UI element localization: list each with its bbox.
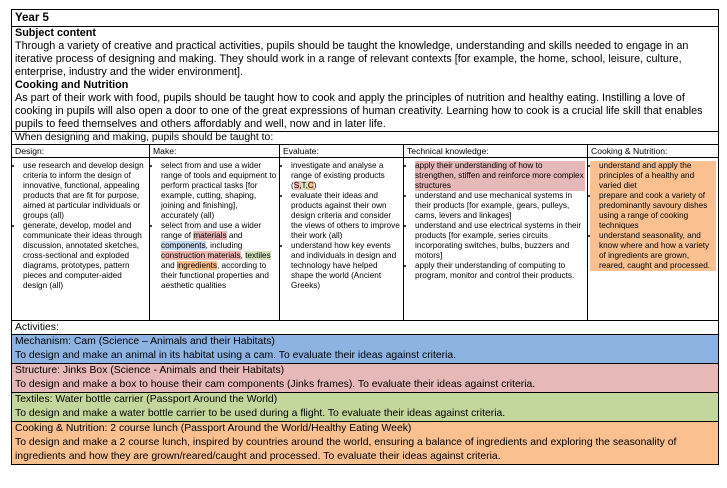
cooking-title: Cooking & Nutrition: (588, 145, 718, 158)
activity-desc: To design and make an animal in its habitat using a cam. To evaluate their ideas against criteria. (15, 350, 457, 361)
make-text: , according to their functional properties and aesthetic qualities (161, 261, 269, 290)
design-column (12, 145, 150, 321)
year-title: Year 5 (12, 10, 719, 27)
design-title: Design: (12, 145, 149, 158)
activities-label: Activities: (12, 321, 719, 335)
activity-title: Mechanism: Cam (Science – Animals and their Habitats) (15, 336, 275, 347)
technical-item: • understand and use electrical systems in their products [for example, series circuits incorporating switches, bulbs, buzzers and motors] (415, 221, 585, 261)
year5-dt-table (11, 9, 719, 465)
make-item: • select from and use a wider range of tools and equipment to perform practical tasks [for example, cutting, shaping, joining and finishing], accurately (all) (161, 161, 277, 221)
technical-item-structures: • apply their understanding of how to strengthen, stiffen and reinforce more complex structures (415, 161, 585, 191)
make-column (150, 145, 280, 321)
when-designing-text: When designing and making, pupils should be taught to: (12, 132, 719, 145)
technical-item: • understand and use mechanical systems in their products [for example, gears, pulleys, cams, levers and linkages] (415, 191, 585, 221)
highlight-t: T (301, 181, 306, 190)
highlight-materials: materials (193, 231, 227, 240)
highlight-c: C (307, 181, 314, 190)
make-item (161, 221, 277, 291)
cooking-item: • understand and apply the principles of a healthy and varied diet (599, 161, 716, 191)
evaluate-title: Evaluate: (280, 145, 403, 158)
cooking-nutrition-heading: Cooking and Nutrition (15, 79, 129, 91)
make-text: and (161, 261, 177, 270)
activity-title: Structure: Jinks Box (Science - Animals and their Habitats) (15, 365, 285, 376)
cooking-list (590, 161, 716, 271)
activity-desc: To design and make a box to house their cam components (Jinks frames). To evaluate their ideas against criteria. (15, 379, 536, 390)
cooking-column (588, 145, 719, 321)
subject-content-heading: Subject content (15, 27, 96, 39)
design-list (14, 161, 147, 291)
make-text: , including (205, 241, 243, 250)
make-title: Make: (150, 145, 279, 158)
subject-content-text: Through a variety of creative and practical activities, pupils should be taught the knowledge, understanding and skills needed to engage in an iterative process of designing and making. They should work in a range of relevant contexts [for example, the home, school, leisure, culture, enterprise, industry and the wider environment]. (15, 40, 689, 78)
activity-title: Cooking & Nutrition: 2 course lunch (Passport Around the World/Healthy Eating Week) (15, 423, 412, 434)
cooking-item: • understand seasonality, and know where and how a variety of ingredients are grown, reared, caught and processed. (599, 231, 716, 271)
evaluate-item (291, 161, 401, 191)
activity-textiles (12, 393, 719, 422)
subject-content-cell (12, 27, 719, 132)
comma: , (305, 181, 308, 190)
curriculum-document (11, 9, 718, 465)
activity-mechanism (12, 335, 719, 364)
activity-cooking (12, 422, 719, 465)
evaluate-column (280, 145, 404, 321)
cooking-item: • prepare and cook a variety of predominantly savoury dishes using a range of cooking techniques (599, 191, 716, 231)
evaluate-list (282, 161, 401, 291)
make-list (152, 161, 277, 291)
technical-item: • apply their understanding of computing to program, monitor and control their products. (415, 261, 585, 281)
highlight-ingredients: ingredients (176, 261, 217, 270)
make-text: , (240, 251, 246, 260)
activity-desc: To design and make a water bottle carrier to be used during a flight. To evaluate their ideas against criteria. (15, 408, 506, 419)
make-text: and (226, 231, 243, 240)
evaluate-item: • understand how key events and individuals in design and technology have helped shape the world (Ancient Greeks) (291, 241, 401, 291)
highlight-construction-materials: construction materials (161, 251, 241, 260)
make-text: select from and use a wider range of (161, 221, 262, 240)
cooking-nutrition-text: As part of their work with food, pupils should be taught how to cook and apply the principles of nutrition and healthy eating. Instilling a love of cooking in pupils will also open a door to one of the great expressions of human creativity. Learning how to cook is a crucial life skill that enables pupils to feed themselves and others affordably and well, now and in later life. (15, 92, 703, 130)
highlight-s: S (293, 181, 300, 190)
technical-column (404, 145, 588, 321)
technical-title: Technical knowledge: (404, 145, 587, 158)
highlight-components: components (161, 241, 206, 250)
activity-title: Textiles: Water bottle carrier (Passport Around the World) (15, 394, 278, 405)
highlight-textiles: textiles (245, 251, 271, 260)
evaluate-text: investigate and analyse a range of existing products ( (291, 161, 385, 190)
evaluate-item: • evaluate their ideas and products against their own design criteria and consider the views of others to improve their work (all) (291, 191, 401, 241)
design-item: • use research and develop design criteria to inform the design of innovative, functional, appealing products that are fit for purpose, aimed at particular individuals or groups (all) (23, 161, 147, 221)
evaluate-text: ) (313, 181, 317, 190)
activity-desc: To design and make a 2 course lunch, inspired by countries around the world, ensuring a balance of ingredients and exploring the seasonality of ingredients and how they are grown/reared/caught and processed. To evaluate their ideas against criteria. (15, 437, 677, 462)
technical-list (406, 161, 585, 281)
design-item: • generate, develop, model and communicate their ideas through discussion, annotated sketches, cross-sectional and exploded diagrams, prototypes, pattern pieces and computer-aided design (all) (23, 221, 147, 291)
activity-structure (12, 364, 719, 393)
